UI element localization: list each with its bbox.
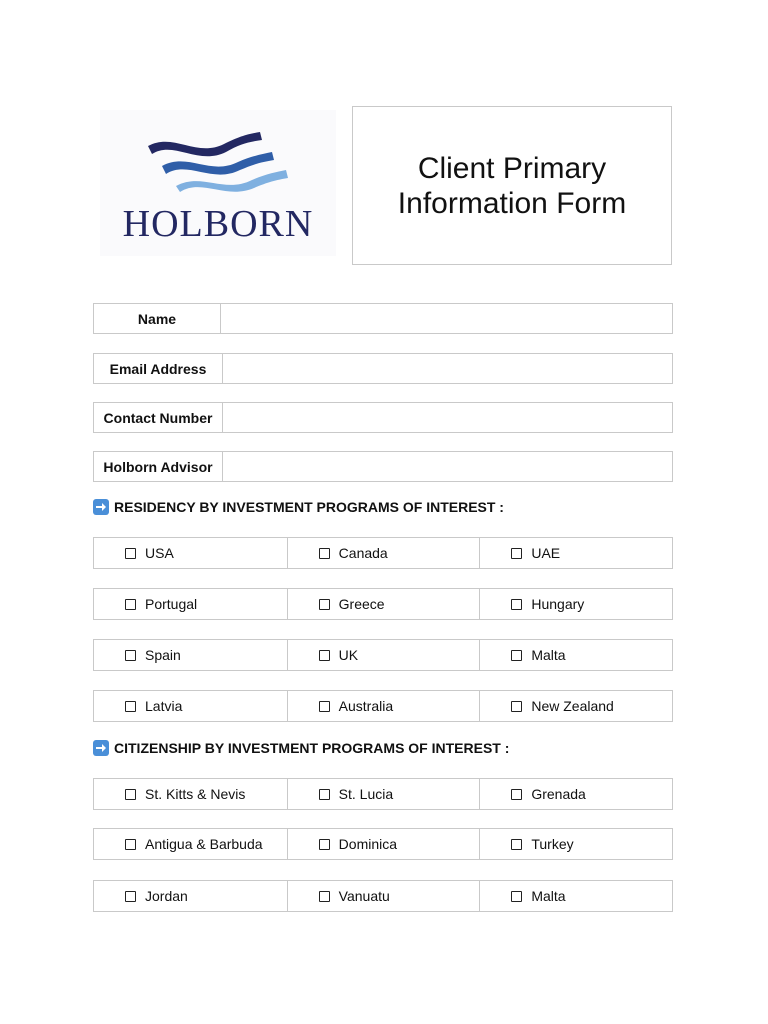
residency-heading-text: RESIDENCY BY INVESTMENT PROGRAMS OF INTEREST :	[114, 499, 504, 515]
residency-option-malta[interactable]	[479, 640, 672, 670]
form-title-box	[352, 106, 672, 265]
residency-option-greece[interactable]	[287, 589, 480, 619]
residency-row-3	[93, 639, 673, 671]
residency-heading	[93, 499, 504, 515]
checkbox[interactable]	[511, 891, 522, 902]
form-title-line-1: Client Primary	[417, 151, 607, 185]
checkbox[interactable]	[125, 650, 136, 661]
checkbox[interactable]	[319, 839, 330, 850]
holborn-advisor-field[interactable]	[223, 452, 672, 481]
checkbox[interactable]	[511, 839, 522, 850]
residency-option-portugal[interactable]	[94, 589, 287, 619]
checkbox[interactable]	[125, 701, 136, 712]
citizenship-option-grenada[interactable]	[479, 779, 672, 809]
residency-row-2	[93, 588, 673, 620]
email-label: Email Address	[94, 354, 223, 383]
residency-option-uk[interactable]	[287, 640, 480, 670]
option-label: St. Kitts & Nevis	[145, 786, 246, 802]
residency-option-australia[interactable]	[287, 691, 480, 721]
option-label: Malta	[531, 647, 566, 663]
option-label: St. Lucia	[338, 786, 394, 802]
option-label: Dominica	[338, 836, 398, 852]
checkbox[interactable]	[511, 789, 522, 800]
option-label: Greece	[338, 596, 385, 612]
name-field[interactable]	[221, 304, 672, 333]
waves-logo-icon	[144, 128, 294, 194]
option-label: Australia	[338, 698, 394, 714]
residency-option-usa[interactable]	[94, 538, 287, 568]
option-label: Jordan	[145, 888, 188, 904]
residency-option-canada[interactable]	[287, 538, 480, 568]
arrow-right-icon	[93, 740, 109, 756]
checkbox[interactable]	[125, 839, 136, 850]
citizenship-row-3	[93, 880, 673, 912]
checkbox[interactable]	[319, 650, 330, 661]
holborn-logo	[100, 110, 336, 256]
residency-row-1	[93, 537, 673, 569]
contact-number-field[interactable]	[223, 403, 672, 432]
option-label: Antigua & Barbuda	[145, 836, 263, 852]
brand-wordmark: HOLBORN	[122, 203, 314, 245]
residency-option-uae[interactable]	[479, 538, 672, 568]
option-label: UAE	[531, 545, 561, 561]
name-label: Name	[94, 304, 221, 333]
checkbox[interactable]	[319, 701, 330, 712]
citizenship-heading	[93, 740, 509, 756]
checkbox[interactable]	[319, 599, 330, 610]
option-label: Grenada	[531, 786, 586, 802]
option-label: Canada	[338, 545, 388, 561]
citizenship-option-dominica[interactable]	[287, 829, 480, 859]
option-label: Turkey	[531, 836, 574, 852]
citizenship-row-2	[93, 828, 673, 860]
citizenship-heading-text: CITIZENSHIP BY INVESTMENT PROGRAMS OF INTEREST :	[114, 740, 510, 756]
citizenship-option-jordan[interactable]	[94, 881, 287, 911]
residency-row-4	[93, 690, 673, 722]
checkbox[interactable]	[125, 548, 136, 559]
option-label: Hungary	[531, 596, 585, 612]
option-label: Latvia	[145, 698, 183, 714]
citizenship-row-1	[93, 778, 673, 810]
citizenship-option-vanuatu[interactable]	[287, 881, 480, 911]
checkbox[interactable]	[125, 891, 136, 902]
checkbox[interactable]	[511, 548, 522, 559]
citizenship-option-malta[interactable]	[479, 881, 672, 911]
citizenship-option-turkey[interactable]	[479, 829, 672, 859]
option-label: New Zealand	[531, 698, 614, 714]
citizenship-option-st-lucia[interactable]	[287, 779, 480, 809]
option-label: Spain	[145, 647, 181, 663]
citizenship-option-st-kitts-nevis[interactable]	[94, 779, 287, 809]
holborn-advisor-label: Holborn Advisor	[94, 452, 223, 481]
form-title-line-2: Information Form	[397, 186, 627, 220]
holborn-advisor-row	[93, 451, 673, 482]
option-label: Portugal	[145, 596, 198, 612]
checkbox[interactable]	[125, 789, 136, 800]
residency-option-hungary[interactable]	[479, 589, 672, 619]
name-row	[93, 303, 673, 334]
contact-number-row	[93, 402, 673, 433]
email-row	[93, 353, 673, 384]
option-label: Malta	[531, 888, 566, 904]
option-label: USA	[145, 545, 174, 561]
checkbox[interactable]	[511, 599, 522, 610]
checkbox[interactable]	[319, 891, 330, 902]
residency-option-latvia[interactable]	[94, 691, 287, 721]
checkbox[interactable]	[511, 701, 522, 712]
checkbox[interactable]	[319, 789, 330, 800]
checkbox[interactable]	[511, 650, 522, 661]
residency-option-new-zealand[interactable]	[479, 691, 672, 721]
checkbox[interactable]	[125, 599, 136, 610]
option-label: UK	[338, 647, 359, 663]
citizenship-option-antigua-barbuda[interactable]	[94, 829, 287, 859]
arrow-right-icon	[93, 499, 109, 515]
checkbox[interactable]	[319, 548, 330, 559]
email-field[interactable]	[223, 354, 672, 383]
option-label: Vanuatu	[338, 888, 390, 904]
contact-number-label: Contact Number	[94, 403, 223, 432]
residency-option-spain[interactable]	[94, 640, 287, 670]
